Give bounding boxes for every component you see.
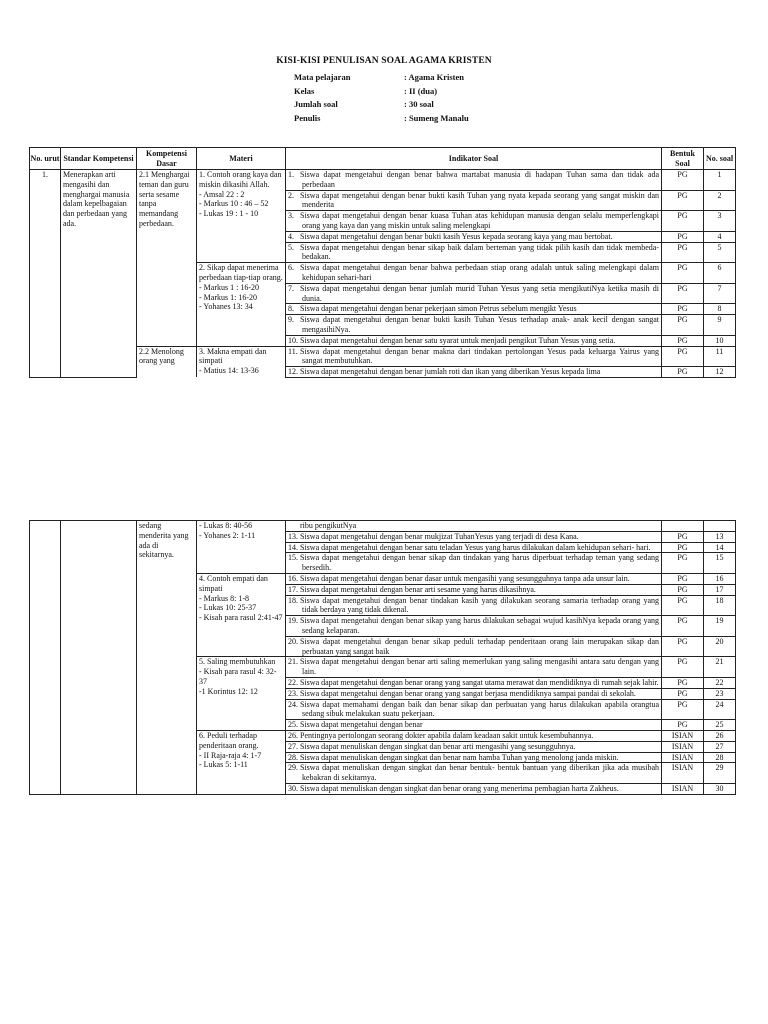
cell-bentuk: PG (662, 242, 704, 263)
indikator-number: 6. (288, 263, 294, 273)
meta-row (294, 71, 469, 85)
indikator-text: Siswa dapat mengetahui dengan benar jumlah roti dan ikan yang diberikan Yesus kepada lima (300, 367, 601, 377)
cell-no-soal: 23 (704, 688, 736, 699)
cell-indikator (286, 584, 662, 595)
cell-materi-1: 1. Contoh orang kaya dan miskin dikasihi Allah. - Amsal 22 : 2 - Markus 10 : 46 – 52 - Lukas 19 : 1 - 10 (197, 170, 286, 263)
cell-bentuk: PG (662, 335, 704, 346)
cell-indikator (286, 595, 662, 616)
cell-indikator (286, 657, 662, 678)
cell-bentuk: PG (662, 531, 704, 542)
indikator-number: 3. (288, 211, 294, 221)
cell-no-soal: 6 (704, 263, 736, 284)
cell-materi-4: 4. Contoh empati dan simpati - Markus 8: 1-8 - Lukas 10: 25-37 - Kisah para rasul 2:41-47 (197, 573, 286, 656)
meta-label: Penulis (294, 112, 321, 123)
cell-indikator (286, 190, 662, 211)
cell-indikator (286, 720, 662, 731)
cell-no-soal: 13 (704, 531, 736, 542)
header-kompetensi-dasar: Kompetensi Dasar (137, 148, 197, 170)
cell-no-soal: 17 (704, 584, 736, 595)
cell-indikator (286, 783, 662, 794)
document-title: KISI-KISI PENULISAN SOAL AGAMA KRISTEN (276, 56, 492, 66)
cell-indikator (286, 542, 662, 553)
indikator-text: Siswa dapat mengetahui dengan benar makna dari tindakan pertolongan Yesus pada keluarga Yairus yang sangat membutuhkan. (300, 346, 659, 366)
cell-indikator (286, 677, 662, 688)
indikator-number: 13. (288, 531, 298, 541)
indikator-number: 19. (288, 616, 298, 626)
indikator-text: Siswa dapat mengetahui dengan benar bukti kasih Tuhan yang nyata kepada seorang yang sangat miskin dan menderita (300, 190, 659, 210)
indikator-text: Siswa dapat mengetahui dengan benar bahwa martabat manusia di hadapan Tuhan sama dan tidak ada perbedaan (300, 170, 659, 189)
cell-bentuk: PG (662, 304, 704, 315)
cell-bentuk: PG (662, 231, 704, 242)
kisi-table-part-1 (29, 147, 736, 378)
table-row (30, 521, 736, 532)
cell-materi-3: 3. Makna empati dan simpati - Matius 14: 13-36 (197, 346, 286, 377)
indikator-text: Pentingnya pertolongan seorang dokter apabila dalam keadaan sakit untuk kesembuhannya. (300, 730, 594, 740)
cell-indikator (286, 636, 662, 657)
cell-bentuk: PG (662, 677, 704, 688)
indikator-number: 27. (288, 741, 298, 751)
cell-no-soal: 5 (704, 242, 736, 263)
indikator-number: 20. (288, 636, 298, 646)
indikator-number: 11. (288, 346, 298, 356)
header-indikator-soal: Indikator Soal (286, 148, 662, 170)
cell-bentuk: PG (662, 688, 704, 699)
cell-kompetensi-dasar-2-2: 2.2 Menolong orang yang (137, 346, 197, 377)
cell-kompetensi-dasar-2-1: 2.1 Menghargai teman dan guru serta sesame tanpa memandang perbedaan. (137, 170, 197, 347)
indikator-number: 1. (288, 170, 294, 179)
indikator-text: Siswa dapat mengetahui dengan benar tindakan kasih yang dilakukan seorang samaria terhadap orang yang tidak berdaya yang tidak dikenal. (300, 595, 659, 615)
indikator-text: Siswa dapat mengetahui dengan benar sikap baik dalam berteman yang tidak pilih kasih dan tidak membeda- bedakan. (300, 242, 659, 262)
indikator-number: 9. (288, 315, 294, 325)
cell-materi-2: 2. Sikap dapat menerima perbedaan tiap-tiap orang. - Markus 1 : 16-20 - Markus 1: 16-20 - Yohanes 13: 34 (197, 263, 286, 346)
cell-indikator (286, 211, 662, 232)
cell-indikator (286, 231, 662, 242)
cell-materi-3-continued: - Lukas 8: 40-56 - Yohanes 2: 1-11 (197, 521, 286, 574)
cell-bentuk: PG (662, 636, 704, 657)
indikator-text: Siswa dapat mengetahui dengan benar satu syarat untuk menjadi pengikut Tuhan Yesus yang setia. (300, 335, 616, 345)
cell-no-urut-continued (30, 521, 61, 795)
kisi-table-part-2 (29, 520, 736, 795)
cell-indikator (286, 242, 662, 263)
indikator-text: Siswa dapat mengetahui dengan benar sikap peduli terhadap penderitaan orang lain merupakan sikap dan perbuatan yang sangat baik (300, 636, 659, 656)
cell-no-soal (704, 521, 736, 532)
meta-value: : 30 soal (404, 99, 434, 110)
cell-kompetensi-dasar-2-2-continued: sedang menderita yang ada di sekitarnya. (137, 521, 197, 795)
cell-materi-5: 5. Saling membutuhkan - Kisah para rasul 4: 32-37 -1 Korintus 12: 12 (197, 657, 286, 731)
indikator-text: Siswa dapat mengetahui dengan benar sikap dan tindakan yang harus diperbuat terhadap teman yang sedang bersedih. (300, 553, 659, 573)
cell-no-soal: 18 (704, 595, 736, 616)
cell-indikator (286, 531, 662, 542)
cell-no-soal: 28 (704, 752, 736, 763)
meta-row (294, 85, 469, 99)
meta-label: Jumlah soal (294, 99, 338, 110)
cell-materi-6: 6. Peduli terhadap penderitaan orang. - II Raja-raja 4: 1-7 - Lukas 5: 1-11 (197, 730, 286, 794)
indikator-number: 22. (288, 677, 298, 687)
indikator-text: Siswa dapat mengetahui dengan benar satu teladan Yesus yang harus dilakukan dalam kehidupan sehari- hari. (300, 542, 651, 552)
cell-indikator (286, 688, 662, 699)
header-bentuk-soal: Bentuk Soal (662, 148, 704, 170)
cell-no-soal: 22 (704, 677, 736, 688)
indikator-number: 10. (288, 335, 298, 345)
indikator-number: 24. (288, 699, 298, 709)
cell-no-soal: 1 (704, 170, 736, 191)
indikator-text: Siswa dapat mengetahui dengan benar sikap yang harus dilakukan sebagai wujud kasihNya kepada orang yang sedang kelaparan. (300, 616, 659, 635)
cell-indikator (286, 573, 662, 584)
cell-bentuk: PG (662, 720, 704, 731)
cell-no-soal: 25 (704, 720, 736, 731)
indikator-number: 25. (288, 720, 298, 730)
cell-indikator (286, 304, 662, 315)
table-row (30, 170, 736, 191)
indikator-number: 4. (288, 231, 294, 241)
cell-no-soal: 11 (704, 346, 736, 367)
indikator-number: 12. (288, 367, 298, 377)
cell-indikator (286, 346, 662, 367)
indikator-text: Siswa dapat menuliskan dengan singkat dan benar nam hamba Tuhan yang menolong janda miskin. (300, 752, 619, 762)
cell-indikator (286, 367, 662, 378)
cell-bentuk: PG (662, 211, 704, 232)
cell-no-soal: 21 (704, 657, 736, 678)
cell-no-soal: 2 (704, 190, 736, 211)
cell-bentuk: PG (662, 542, 704, 553)
cell-bentuk: PG (662, 616, 704, 637)
indikator-text: Siswa dapat mengetahui dengan benar kuasa Tuhan atas kehidupan manusia dengan selalu memperlengkapi orang yang kaya dan yang miskin untuk saling melengkapi (300, 211, 659, 230)
cell-indikator (286, 263, 662, 284)
indikator-number: 29. (288, 763, 298, 773)
cell-indikator (286, 521, 662, 532)
indikator-text: Siswa dapat mengetahui dengan benar mukjizat TuhanYesus yang terjadi di desa Kana. (300, 531, 579, 541)
document-meta (294, 71, 469, 125)
indikator-number: 7. (288, 283, 294, 293)
cell-no-soal: 12 (704, 367, 736, 378)
cell-bentuk: PG (662, 699, 704, 720)
cell-no-soal: 16 (704, 573, 736, 584)
cell-no-soal: 24 (704, 699, 736, 720)
cell-indikator (286, 170, 662, 191)
cell-bentuk: ISIAN (662, 752, 704, 763)
cell-bentuk: ISIAN (662, 763, 704, 784)
cell-no-soal: 20 (704, 636, 736, 657)
cell-bentuk: PG (662, 346, 704, 367)
cell-indikator (286, 730, 662, 741)
cell-bentuk (662, 521, 704, 532)
header-materi: Materi (197, 148, 286, 170)
indikator-text: Siswa dapat mengetahui dengan benar orang yang sangat utama merawat dan mendidiknya di rumah sejak lahir. (300, 677, 659, 687)
cell-bentuk: PG (662, 553, 704, 574)
cell-no-soal: 26 (704, 730, 736, 741)
indikator-number: 15. (288, 553, 298, 563)
cell-bentuk: PG (662, 367, 704, 378)
indikator-number: 8. (288, 304, 294, 314)
cell-indikator (286, 741, 662, 752)
cell-bentuk: PG (662, 283, 704, 304)
cell-bentuk: PG (662, 657, 704, 678)
indikator-number: 30. (288, 783, 298, 793)
indikator-text: Siswa dapat mengetahui dengan benar bukti kasih Tuhan Yesus terhadap anak- anak kecil dengan sangat mengasihiNya. (300, 315, 659, 334)
cell-bentuk: ISIAN (662, 783, 704, 794)
meta-label: Kelas (294, 85, 315, 96)
indikator-text: Siswa dapat mengetahui dengan benar orang yang sangat berjasa mendidiknya sampai pandai di sekolah. (300, 688, 636, 698)
cell-no-soal: 4 (704, 231, 736, 242)
indikator-text: Siswa dapat mengetahui dengan benar dasar untuk mengasihi yang sesungguhnya tanpa ada unsur lain. (300, 573, 630, 583)
cell-bentuk: PG (662, 595, 704, 616)
indikator-text: Siswa dapat mengetahui dengan benar jumlah murid Tuhan Yesus yang setia mengikutiNya ketika masih di dunia. (300, 283, 659, 303)
cell-bentuk: PG (662, 190, 704, 211)
indikator-number: 23. (288, 688, 298, 698)
meta-value: : Agama Kristen (404, 72, 464, 82)
indikator-text: Siswa dapat mengetahui dengan benar bukti kasih Yesus kepada seorang kaya yang mau bertobat. (300, 231, 613, 241)
header-no-soal: No. soal (704, 148, 736, 170)
cell-bentuk: ISIAN (662, 741, 704, 752)
cell-no-soal: 3 (704, 211, 736, 232)
indikator-number: 5. (288, 242, 294, 252)
indikator-number: 18. (288, 595, 298, 605)
indikator-text: Siswa dapat mengetahui dengan benar arti saling memerlukan yang saling mengasihi antara satu dengan yang lain. (300, 657, 659, 677)
cell-indikator (286, 616, 662, 637)
indikator-text: ribu pengikutNya (300, 521, 357, 530)
cell-standar-kompetensi: Menerapkan arti mengasihi dan menghargai manusia dalam kepelbagaian dan perbedaan yang ada. (61, 170, 137, 378)
cell-no-soal: 7 (704, 283, 736, 304)
cell-indikator (286, 763, 662, 784)
header-standar-kompetensi: Standar Kompetensi (61, 148, 137, 170)
cell-bentuk: PG (662, 573, 704, 584)
meta-row (294, 98, 469, 112)
indikator-number: 16. (288, 573, 298, 583)
cell-indikator (286, 553, 662, 574)
indikator-number: 17. (288, 584, 298, 594)
indikator-text: Siswa dapat memahami dengan baik dan benar sikap dan perbuatan yang harus dilakukan apabila orangtua sedang sibuk melakukan suatu pekerjaan. (300, 699, 659, 719)
meta-value: : Sumeng Manalu (404, 112, 469, 123)
cell-bentuk: PG (662, 315, 704, 336)
cell-no-soal: 30 (704, 783, 736, 794)
indikator-number: 14. (288, 542, 298, 552)
header-no-urut: No. urut (30, 148, 61, 170)
cell-no-soal: 8 (704, 304, 736, 315)
indikator-number: 21. (288, 657, 298, 667)
indikator-text: Siswa dapat mengetahui dengan benar arti sesame yang harus dikasihnya. (300, 584, 536, 594)
cell-no-soal: 29 (704, 763, 736, 784)
indikator-text: Siswa dapat mengetahui dengan benar bahwa perbedaan stiap orang adalah untuk saling melengkapi dalam kehidupan sehari-hari (300, 263, 659, 282)
indikator-number: 26. (288, 730, 298, 740)
cell-no-soal: 19 (704, 616, 736, 637)
cell-bentuk: PG (662, 584, 704, 595)
cell-bentuk: PG (662, 170, 704, 191)
meta-value: : II (dua) (404, 85, 438, 96)
meta-label: Mata pelajaran (294, 72, 351, 82)
cell-indikator (286, 283, 662, 304)
cell-standar-kompetensi-continued (61, 521, 137, 795)
cell-indikator (286, 752, 662, 763)
indikator-text: Siswa dapat menuliskan dengan singkat dan benar orang yang menerima pembagian harta Zakheus. (300, 783, 619, 793)
indikator-text: Siswa dapat mengetahui dengan benar (300, 720, 423, 730)
cell-no-soal: 27 (704, 741, 736, 752)
table-header-row (30, 148, 736, 170)
cell-indikator (286, 699, 662, 720)
indikator-text: Siswa dapat menuliskan dengan singkat dan benar arti mengasihi yang sesungguhnya. (300, 741, 576, 751)
cell-no-urut: 1. (30, 170, 61, 378)
meta-row (294, 112, 469, 126)
cell-no-soal: 9 (704, 315, 736, 336)
cell-no-soal: 15 (704, 553, 736, 574)
cell-no-soal: 10 (704, 335, 736, 346)
cell-bentuk: ISIAN (662, 730, 704, 741)
cell-indikator (286, 315, 662, 336)
cell-no-soal: 14 (704, 542, 736, 553)
cell-bentuk: PG (662, 263, 704, 284)
indikator-text: Siswa dapat mengetahui dengan benar pekerjaan simon Petrus sebelum mengikt Yesus (300, 304, 577, 314)
cell-indikator (286, 335, 662, 346)
indikator-text: Siswa dapat menuliskan dengan singkat dan benar bentuk- bentuk bantuan yang diberikan jika ada musibah kebakran di sekitarnya. (300, 763, 659, 783)
indikator-number: 28. (288, 752, 298, 762)
indikator-number: 2. (288, 190, 294, 200)
